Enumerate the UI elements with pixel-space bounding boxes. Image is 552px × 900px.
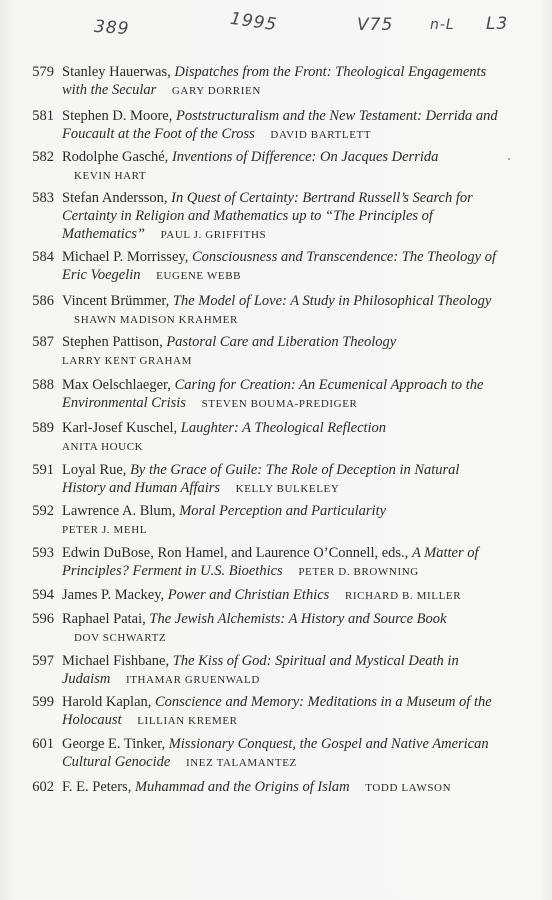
book-title: Conscience and Memory: Meditations in a Museum of the Holocaust <box>62 694 492 728</box>
entry-text <box>62 735 502 772</box>
page-number: 594 <box>32 587 54 603</box>
entry-text <box>62 502 502 539</box>
reviewer: SHAWN MADISON KRAHMER <box>74 314 238 326</box>
reviewer: LILLIAN KREMER <box>137 715 238 727</box>
entry-text <box>62 778 502 797</box>
author: Stanley Hauerwas, <box>62 64 171 80</box>
book-title: Missionary Conquest, the Gospel and Native American Cultural Genocide <box>62 736 489 770</box>
author: F. E. Peters, <box>62 779 132 795</box>
book-title: Laughter: A Theological Reflection <box>180 420 387 436</box>
author: Karl-Josef Kuschel, <box>62 420 178 436</box>
author: Vincent Brümmer, <box>62 293 170 309</box>
page-number: 602 <box>32 779 54 795</box>
page-number: 587 <box>32 334 54 350</box>
reviewer: EUGENE WEBB <box>156 270 242 282</box>
author: Stefan Andersson, <box>62 190 168 206</box>
paper-speck <box>508 158 510 160</box>
author: Michael P. Morrissey, <box>62 249 189 265</box>
reviewer: ANITA HOUCK <box>62 441 144 453</box>
book-title: Caring for Creation: An Ecumenical Approach to the Environmental Crisis <box>62 377 484 411</box>
handwritten-mark: 389 <box>93 16 131 40</box>
page-number: 586 <box>32 293 54 309</box>
book-title: The Model of Love: A Study in Philosophical Theology <box>172 293 492 309</box>
handwritten-annotations <box>0 10 552 50</box>
entry-text <box>62 586 502 605</box>
page-number: 579 <box>32 64 54 80</box>
page-number: 597 <box>32 653 54 669</box>
page-number: 588 <box>32 377 54 393</box>
book-title: Muhammad and the Origins of Islam <box>134 779 350 795</box>
book-title: The Jewish Alchemists: A History and Source Book <box>149 611 447 627</box>
book-title: Consciousness and Transcendence: The Theology of Eric Voegelin <box>62 249 497 283</box>
handwritten-mark: n-L <box>430 17 455 33</box>
reviewer: DAVID BARTLETT <box>270 129 372 141</box>
author: Loyal Rue, <box>62 462 127 478</box>
page-number: 583 <box>32 190 54 206</box>
reviewer: TODD LAWSON <box>365 782 452 794</box>
reviewer: INEZ TALAMANTEZ <box>185 757 297 769</box>
reviewer: RICHARD B. MILLER <box>344 590 462 602</box>
page-number: 593 <box>32 545 54 561</box>
entry-text <box>62 292 502 329</box>
author: Lawrence A. Blum, <box>62 503 176 519</box>
author: Max Oelschlaeger, <box>62 377 171 393</box>
entry-text <box>62 148 502 185</box>
entry-text <box>62 63 502 100</box>
handwritten-mark: L3 <box>486 14 509 34</box>
page-number: 596 <box>32 611 54 627</box>
entry-text <box>62 248 502 285</box>
handwritten-mark: V75 <box>357 15 394 35</box>
entry-text <box>62 333 502 370</box>
book-title: The Kiss of God: Spiritual and Mystical Death in Judaism <box>62 653 459 687</box>
reviewer: ITHAMAR GRUENWALD <box>125 674 260 686</box>
author: George E. Tinker, <box>62 736 166 752</box>
author: Michael Fishbane, <box>62 653 170 669</box>
book-title: Inventions of Difference: On Jacques Derrida <box>171 149 439 165</box>
page-number: 592 <box>32 503 54 519</box>
author: Raphael Patai, <box>62 611 146 627</box>
entry-text <box>62 544 502 581</box>
page-number: 581 <box>32 108 54 124</box>
book-title: In Quest of Certainty: Bertrand Russell’s Search for Certainty in Religion and Mathematics up to “The Principles of Mathematics” <box>62 190 473 242</box>
book-title: Pastoral Care and Liberation Theology <box>166 334 397 350</box>
author: Harold Kaplan, <box>62 694 152 710</box>
author: Rodolphe Gasché, <box>62 149 169 165</box>
entry-text <box>62 652 502 689</box>
reviewer: KELLY BULKELEY <box>235 483 340 495</box>
page-number: 599 <box>32 694 54 710</box>
book-title: A Matter of Principles? Ferment in U.S. Bioethics <box>62 545 479 579</box>
book-title: Power and Christian Ethics <box>167 587 330 603</box>
reviewer: PAUL J. GRIFFITHS <box>160 229 267 241</box>
entry-text <box>62 461 502 498</box>
entry-text <box>62 107 502 144</box>
author: James P. Mackey, <box>62 587 165 603</box>
page-number: 584 <box>32 249 54 265</box>
reviewer: PETER J. MEHL <box>62 524 148 536</box>
author: Stephen D. Moore, <box>62 108 173 124</box>
author: Edwin DuBose, Ron Hamel, and Laurence O’Connell, eds., <box>62 545 409 561</box>
page-number: 601 <box>32 736 54 752</box>
entry-text <box>62 693 502 730</box>
reviewer: STEVEN BOUMA-PREDIGER <box>201 398 358 410</box>
reviewer: LARRY KENT GRAHAM <box>62 355 192 367</box>
handwritten-mark: 1995 <box>228 8 279 36</box>
page-number: 591 <box>32 462 54 478</box>
reviewer: GARY DORRIEN <box>171 85 261 97</box>
entry-text <box>62 610 502 647</box>
reviewer: DOV SCHWARTZ <box>74 632 167 644</box>
reviewer: PETER D. BROWNING <box>298 566 419 578</box>
author: Stephen Pattison, <box>62 334 163 350</box>
entry-text <box>62 189 502 244</box>
book-title: Poststructuralism and the New Testament: Derrida and Foucault at the Foot of the Cross <box>62 108 498 142</box>
reviewer: KEVIN HART <box>74 170 147 182</box>
entry-text <box>62 419 502 456</box>
book-title: Dispatches from the Front: Theological Engagements with the Secular <box>62 64 487 98</box>
book-title: Moral Perception and Particularity <box>179 503 387 519</box>
page-number: 582 <box>32 149 54 165</box>
entry-text <box>62 376 502 413</box>
book-title: By the Grace of Guile: The Role of Deception in Natural History and Human Affairs <box>62 462 460 496</box>
page-number: 589 <box>32 420 54 436</box>
